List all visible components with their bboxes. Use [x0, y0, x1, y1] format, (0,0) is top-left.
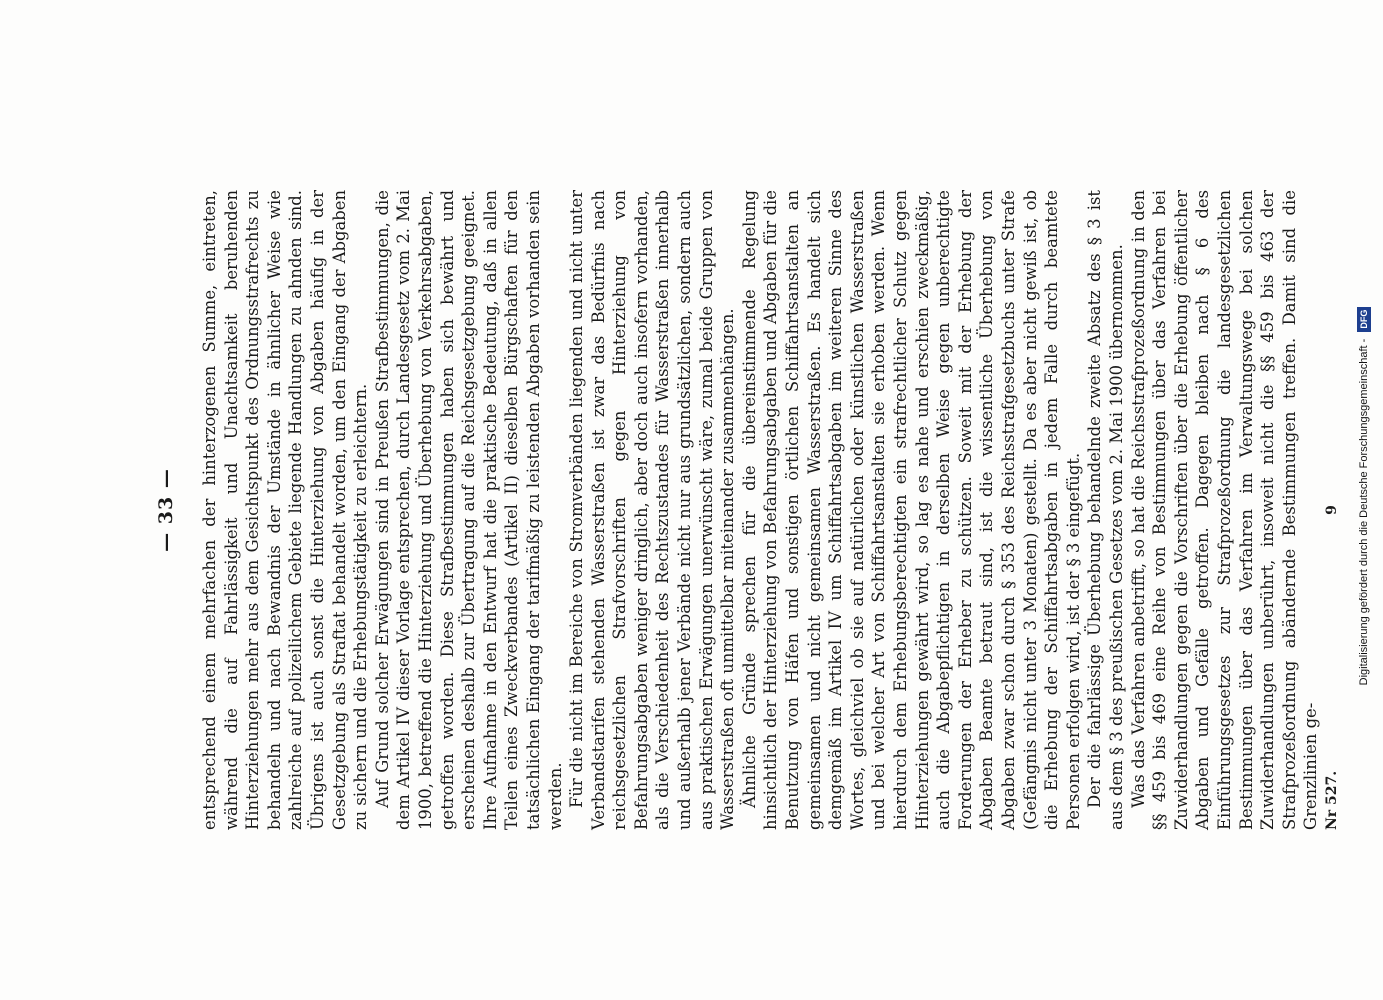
- body-text: [199, 190, 1322, 830]
- paragraph-2: Auf Grund solcher Erwägungen sind in Preußen Strafbestimmungen, die dem Artikel IV dieser Vorlage entsprechen, durch Landesgesetz vom 2. Mai 1900, betreffend die Hinterziehung und Überhebung von Verkehrsabgaben, getroffen worden. Diese Strafbestimmungen haben sich bewährt und erscheinen deshalb zur Übertragung auf die Reichsgesetzgebung geeignet. Ihre Aufnahme in den Entwurf hat die praktische Bedeutung, daß in allen Teilen eines Zweckverbandes (Artikel II) dieselben Bürgschaften für den tatsächlichen Eingang der tarifmäßig zu leistenden Abgaben vorhanden sein werden.: [372, 190, 565, 830]
- page-footer: [1324, 190, 1346, 830]
- rotated-page-content: [155, 190, 1340, 830]
- page-number: — 33 —: [155, 468, 177, 552]
- digitization-notice: [1356, 6, 1372, 986]
- paragraph-1: entsprechend einem mehrfachen der hinterzogenen Summe, eintreten, während die auf Fahrlässigkeit und Unachtsamkeit beruhenden Hinterziehungen mehr aus dem Gesichtspunkt des Ordnungsstrafrechts zu behandeln und nach Bewandnis der Umstände in ähnlicher Weise wie zahlreiche auf polizeilichem Gebiete liegende Handlungen zu ahnden sind. Übrigens ist auch sonst die Hinterziehung von Abgaben häufig in der Gesetzgebung als Straftat behandelt worden, um den Eingang der Abgaben zu sichern und die Erhebungstätigkeit zu erleichtern.: [200, 190, 371, 830]
- paragraph-4: Ähnliche Gründe sprechen für die übereinstimmende Regelung hinsichtlich der Hinterziehung von Befahrungsabgaben und Abgaben für die Benutzung von Häfen und sonstigen örtlichen Schiffahrtsanstalten an gemeinsamen und nicht gemeinsamen Wasserstraßen. Es handelt sich demgemäß im Artikel IV um Schiffahrtsabgaben im weiteren Sinne des Wortes, gleichviel ob sie auf natürlichen oder künstlichen Wasserstraßen und bei welcher Art von Schiffahrtsanstalten sie erhoben werden. Wenn hierdurch dem Erhebungsberechtigten ein strafrechtlicher Schutz gegen Hinterziehungen gewährt wird, so lag es nahe und erschien zweckmäßig, auch die Abgabepflichtigen in derselben Weise gegen unberechtigte Forderungen der Erheber zu schützen. Soweit mit der Erhebung der Abgaben Beamte betraut sind, ist die wissentliche Überhebung von Abgaben zwar schon durch § 353 des Reichsstrafgesetzbuchs unter Strafe (Gefängnis nicht unter 3 Monaten) gestellt. Da es aber nicht gewiß ist, ob die Erhebung der Schiffahrtsabgaben in jedem Falle durch beamtete Personen erfolgen wird, ist der § 3 eingefügt.: [739, 190, 1083, 830]
- paragraph-5: Der die fahrlässige Überhebung behandelnde zweite Absatz des § 3 ist aus dem § 3 des preußischen Gesetzes vom 2. Mai 1900 übernommen.: [1085, 190, 1126, 830]
- sheet-number: 9: [1323, 505, 1340, 515]
- printer-signature-mark: Nr 527.: [1323, 770, 1340, 830]
- paragraph-6: Was das Verfahren anbetrifft, so hat die Reichsstrafprozeßordnung in den §§ 459 bis 469 eine Reihe von Bestimmungen über das Verfahren bei Zuwiderhandlungen gegen die Vorschriften über die Erhebung öffentlicher Abgaben und Gefälle getroffen. Dagegen bleiben nach § 6 des Einführungsgesetzes zur Strafprozeßordnung die landesgesetzlichen Bestimmungen über das Verfahren im Verwaltungswege bei solchen Zuwiderhandlungen unberührt, insoweit nicht die §§ 459 bis 463 der Strafprozeßordnung abändernde Bestimmungen treffen. Damit sind die Grenzlinien ge-: [1128, 190, 1321, 830]
- digitization-notice-text: Digitalisierung gefördert durch die Deutsche Forschungsgemeinschaft -: [1358, 338, 1370, 686]
- dfg-logo: DFG: [1357, 307, 1371, 332]
- paragraph-3: Für die nicht im Bereiche von Stromverbänden liegenden und nicht unter Verbandstarifen stehenden Wasserstraßen ist zwar das Bedürfnis nach reichsgesetzlichen Strafvorschriften gegen Hinterziehung von Befahrungsabgaben weniger dringlich, aber doch auch insofern vorhanden, als die Verschiedenheit des Rechtszustandes für Wasserstraßen innerhalb und außerhalb jener Verbände nicht nur aus grundsätzlichen, sondern auch aus praktischen Erwägungen unerwünscht wäre, zumal beide Gruppen von Wasserstraßen oft unmittelbar miteinander zusammenhängen.: [567, 190, 738, 830]
